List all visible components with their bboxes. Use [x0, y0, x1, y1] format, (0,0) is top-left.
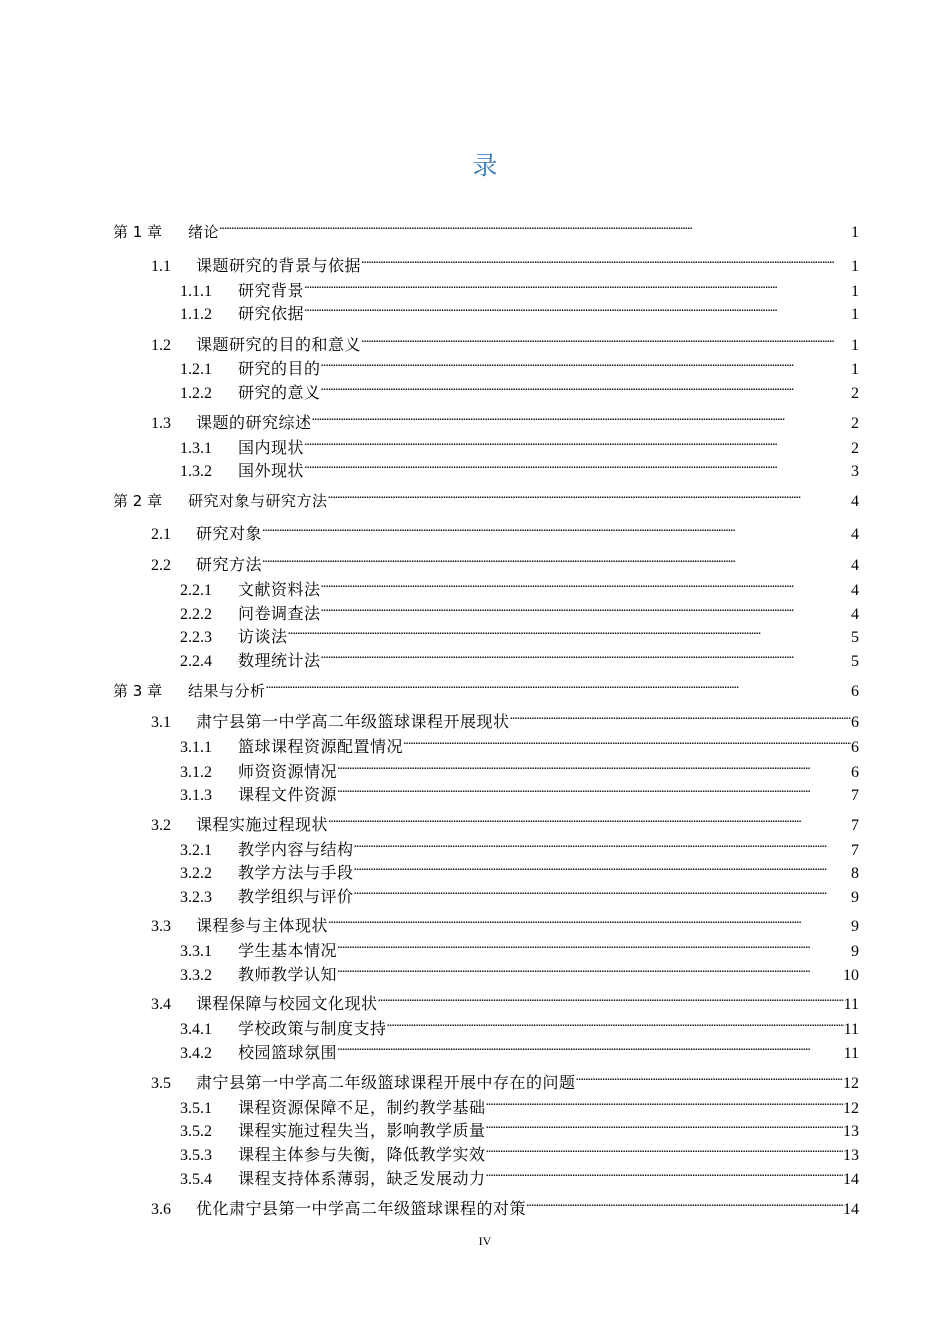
toc-leader-dots	[486, 1162, 843, 1184]
toc-leader-dots	[219, 215, 851, 237]
toc-leader-dots	[337, 958, 843, 980]
toc-page-number: 14	[843, 1171, 859, 1188]
toc-leader-dots	[337, 778, 851, 800]
toc-entry-subsection[interactable]	[180, 297, 859, 323]
toc-number: 1.3	[151, 415, 171, 432]
toc-number: 1.2	[151, 337, 171, 354]
toc-leader-dots	[312, 406, 851, 428]
toc-page-number: 1	[851, 306, 859, 323]
toc-leader-dots	[328, 909, 851, 931]
toc-leader-dots	[304, 454, 851, 476]
toc-page-number: 5	[851, 629, 859, 646]
toc-number: 1.1.1	[180, 283, 212, 300]
toc-number: 3.4	[151, 996, 171, 1013]
toc-entry-section[interactable]	[151, 808, 859, 834]
toc-leader-dots	[361, 249, 851, 271]
toc-number: 3.4.2	[180, 1045, 212, 1062]
toc-page-number: 4	[851, 526, 859, 543]
toc-title: 课程参与主体现状	[196, 918, 329, 935]
toc-page-number: 13	[843, 1123, 859, 1140]
toc-title: 优化肃宁县第一中学高二年级篮球课程的对策	[196, 1201, 527, 1218]
toc-entry-subsection[interactable]	[180, 1036, 859, 1062]
toc-number: 3.2.1	[180, 842, 212, 859]
toc-number: 2.1	[151, 526, 171, 543]
toc-page-number: 8	[851, 865, 859, 882]
toc-title: 学生基本情况	[238, 943, 338, 960]
toc-number: 3.6	[151, 1201, 171, 1218]
toc-title: 教师教学认知	[238, 967, 338, 984]
toc-leader-dots	[262, 548, 851, 570]
toc-entry-subsection[interactable]	[180, 454, 859, 480]
toc-page-number: 9	[851, 943, 859, 960]
toc-title: 课程保障与校园文化现状	[196, 996, 378, 1013]
toc-number: 第 3 章	[113, 682, 163, 700]
toc-number: 1.1.2	[180, 306, 212, 323]
toc-title: 结果与分析	[188, 682, 266, 700]
toc-title: 课程支持体系薄弱，缺乏发展动力	[238, 1171, 486, 1188]
toc-page-number: 1	[851, 337, 859, 354]
toc-number: 3.1.1	[180, 739, 212, 756]
toc-page-number: 13	[843, 1147, 859, 1164]
toc-page-number: 7	[851, 842, 859, 859]
toc-title: 课题研究的背景与依据	[196, 258, 362, 275]
toc-leader-dots	[328, 484, 851, 506]
toc-title: 研究对象与研究方法	[188, 492, 328, 510]
toc-leader-dots	[354, 880, 851, 902]
toc-entry-section[interactable]	[151, 406, 859, 432]
toc-number: 1.1	[151, 258, 171, 275]
toc-title: 师资资源情况	[238, 764, 338, 781]
toc-entry-section[interactable]	[151, 249, 859, 275]
toc-title: 课题研究的目的和意义	[196, 337, 362, 354]
toc-leader-dots	[486, 1114, 843, 1136]
toc-title: 国内现状	[238, 440, 305, 457]
toc-number: 3.3.2	[180, 967, 212, 984]
page-title: 录	[472, 151, 498, 180]
toc-entry-section[interactable]	[151, 1066, 859, 1092]
toc-number: 2.2.2	[180, 606, 212, 623]
toc-entry-section[interactable]	[151, 1192, 859, 1218]
toc-title: 教学组织与评价	[238, 889, 354, 906]
toc-entry-subsection[interactable]	[180, 730, 859, 756]
toc-entry-subsection[interactable]	[180, 856, 859, 882]
toc-page-number: 12	[843, 1100, 859, 1117]
toc-page-number: 2	[851, 415, 859, 432]
toc-entry-subsection[interactable]	[180, 1091, 859, 1117]
toc-leader-dots	[337, 755, 851, 777]
toc-page-number: 4	[851, 557, 859, 574]
toc-number: 第 2 章	[113, 492, 163, 510]
toc-title: 课题的研究综述	[196, 415, 312, 432]
toc-page-number: 7	[851, 787, 859, 804]
toc-page-number: 10	[843, 967, 859, 984]
toc-page-number: 9	[851, 918, 859, 935]
toc-page-number: 1	[851, 361, 859, 378]
toc-leader-dots	[387, 1012, 844, 1034]
toc-number: 3.5.2	[180, 1123, 212, 1140]
toc-entry-subsection[interactable]	[180, 1012, 859, 1038]
toc-leader-dots	[526, 1192, 843, 1214]
toc-page-number: 4	[851, 493, 859, 510]
toc-entry-subsection[interactable]	[180, 833, 859, 859]
toc-title: 课程资源保障不足，制约教学基础	[238, 1100, 486, 1117]
toc-page-number: 1	[851, 224, 859, 241]
toc-entry-subsection[interactable]	[180, 880, 859, 906]
toc-page-number: 6	[851, 683, 859, 700]
toc-entry-section[interactable]	[151, 517, 859, 543]
toc-entry-section[interactable]	[151, 328, 859, 354]
toc-entry-subsection[interactable]	[180, 958, 859, 984]
toc-title: 数理统计法	[238, 653, 321, 670]
toc-page-number: 6	[851, 714, 859, 731]
toc-leader-dots	[361, 328, 851, 350]
toc-entry-subsection[interactable]	[180, 274, 859, 300]
toc-number: 3.2.3	[180, 889, 212, 906]
page-footer-number: IV	[478, 1234, 492, 1248]
toc-number: 1.2.1	[180, 361, 212, 378]
toc-number: 3.5.1	[180, 1100, 212, 1117]
toc-number: 3.1.2	[180, 764, 212, 781]
toc-entry-subsection[interactable]	[180, 352, 859, 378]
toc-entry-chapter-2[interactable]	[113, 484, 859, 510]
toc-title: 问卷调查法	[238, 606, 321, 623]
toc-entry-subsection[interactable]	[180, 597, 859, 623]
toc-page-number: 4	[851, 606, 859, 623]
toc-entry-subsection[interactable]	[180, 376, 859, 402]
toc-leader-dots	[304, 431, 851, 453]
toc-leader-dots	[262, 517, 851, 539]
toc-leader-dots	[304, 274, 851, 296]
toc-entry-subsection[interactable]	[180, 573, 859, 599]
toc-title: 教学内容与结构	[238, 842, 354, 859]
toc-leader-dots	[486, 1091, 843, 1113]
toc-page-number: 11	[843, 996, 859, 1013]
toc-entry-subsection[interactable]	[180, 934, 859, 960]
toc-entry-subsection[interactable]	[180, 755, 859, 781]
toc-leader-dots	[337, 1036, 844, 1058]
toc-leader-dots	[328, 808, 851, 830]
toc-entry-subsection[interactable]	[180, 644, 859, 670]
toc-number: 2.2.1	[180, 582, 212, 599]
toc-page-number: 4	[851, 582, 859, 599]
toc-leader-dots	[321, 644, 851, 666]
toc-number: 3.1.3	[180, 787, 212, 804]
toc-page-number: 1	[851, 258, 859, 275]
toc-leader-dots	[304, 297, 851, 319]
toc-entry-subsection[interactable]	[180, 1138, 859, 1164]
toc-entry-chapter-1[interactable]	[113, 215, 859, 241]
toc-title: 课程主体参与失衡，降低教学实效	[238, 1147, 486, 1164]
toc-entry-section[interactable]	[151, 987, 859, 1013]
toc-page-number: 11	[843, 1045, 859, 1062]
toc-title: 研究背景	[238, 283, 305, 300]
toc-title: 校园篮球氛围	[238, 1045, 338, 1062]
toc-leader-dots	[266, 674, 851, 696]
toc-number: 1.2.2	[180, 385, 212, 402]
toc-entry-subsection[interactable]	[180, 431, 859, 457]
toc-page-number: 2	[851, 385, 859, 402]
toc-title: 研究的意义	[238, 385, 321, 402]
toc-title: 肃宁县第一中学高二年级篮球课程开展中存在的问题	[196, 1075, 576, 1092]
toc-title: 篮球课程资源配置情况	[238, 739, 404, 756]
toc-number: 3.5	[151, 1075, 171, 1092]
toc-entry-section[interactable]	[151, 548, 859, 574]
toc-number: 3.2	[151, 817, 171, 834]
toc-title: 绪论	[188, 223, 220, 241]
toc-page-number: 2	[851, 440, 859, 457]
toc-number: 3.5.4	[180, 1171, 212, 1188]
toc-entry-section[interactable]	[151, 705, 859, 731]
toc-page-number: 6	[851, 764, 859, 781]
toc-leader-dots	[321, 352, 851, 374]
toc-number: 1.3.1	[180, 440, 212, 457]
toc-number: 3.3.1	[180, 943, 212, 960]
toc-title: 课程实施过程失当，影响教学质量	[238, 1123, 486, 1140]
toc-page-number: 6	[851, 739, 859, 756]
toc-title: 研究依据	[238, 306, 305, 323]
toc-title: 课程实施过程现状	[196, 817, 329, 834]
toc-title: 教学方法与手段	[238, 865, 354, 882]
toc-leader-dots	[354, 833, 851, 855]
toc-page-number: 5	[851, 653, 859, 670]
toc-entry-section[interactable]	[151, 909, 859, 935]
toc-leader-dots	[403, 730, 851, 752]
toc-title: 课程文件资源	[238, 787, 338, 804]
toc-number: 3.4.1	[180, 1021, 212, 1038]
toc-number: 1.3.2	[180, 463, 212, 480]
toc-number: 2.2.4	[180, 653, 212, 670]
toc-number: 2.2	[151, 557, 171, 574]
toc-entry-subsection[interactable]	[180, 1114, 859, 1140]
toc-title: 研究方法	[196, 557, 263, 574]
toc-leader-dots	[378, 987, 844, 1009]
toc-number: 3.2.2	[180, 865, 212, 882]
toc-leader-dots	[486, 1138, 843, 1160]
toc-number: 3.1	[151, 714, 171, 731]
toc-page-number: 3	[851, 463, 859, 480]
toc-page-number: 1	[851, 283, 859, 300]
toc-leader-dots	[321, 376, 851, 398]
toc-entry-subsection[interactable]	[180, 778, 859, 804]
toc-leader-dots	[510, 705, 851, 727]
toc-leader-dots	[354, 856, 851, 878]
toc-leader-dots	[288, 620, 851, 642]
toc-page-number: 14	[843, 1201, 859, 1218]
toc-leader-dots	[321, 573, 851, 595]
toc-title: 肃宁县第一中学高二年级篮球课程开展现状	[196, 714, 510, 731]
toc-leader-dots	[337, 934, 851, 956]
toc-page-number: 11	[843, 1021, 859, 1038]
toc-entry-chapter-3[interactable]	[113, 674, 859, 700]
toc-page-number: 12	[843, 1075, 859, 1092]
toc-title: 访谈法	[238, 629, 288, 646]
toc-leader-dots	[321, 597, 851, 619]
toc-title: 研究对象	[196, 526, 263, 543]
toc-title: 学校政策与制度支持	[238, 1021, 387, 1038]
toc-number: 2.2.3	[180, 629, 212, 646]
toc-number: 3.5.3	[180, 1147, 212, 1164]
toc-page-number: 7	[851, 817, 859, 834]
toc-entry-subsection[interactable]	[180, 620, 859, 646]
toc-title: 国外现状	[238, 463, 305, 480]
toc-number: 3.3	[151, 918, 171, 935]
toc-page-number: 9	[851, 889, 859, 906]
toc-number: 第 1 章	[113, 223, 163, 241]
toc-entry-subsection[interactable]	[180, 1162, 859, 1188]
toc-title: 文献资料法	[238, 582, 321, 599]
toc-leader-dots	[576, 1066, 843, 1088]
toc-title: 研究的目的	[238, 361, 321, 378]
